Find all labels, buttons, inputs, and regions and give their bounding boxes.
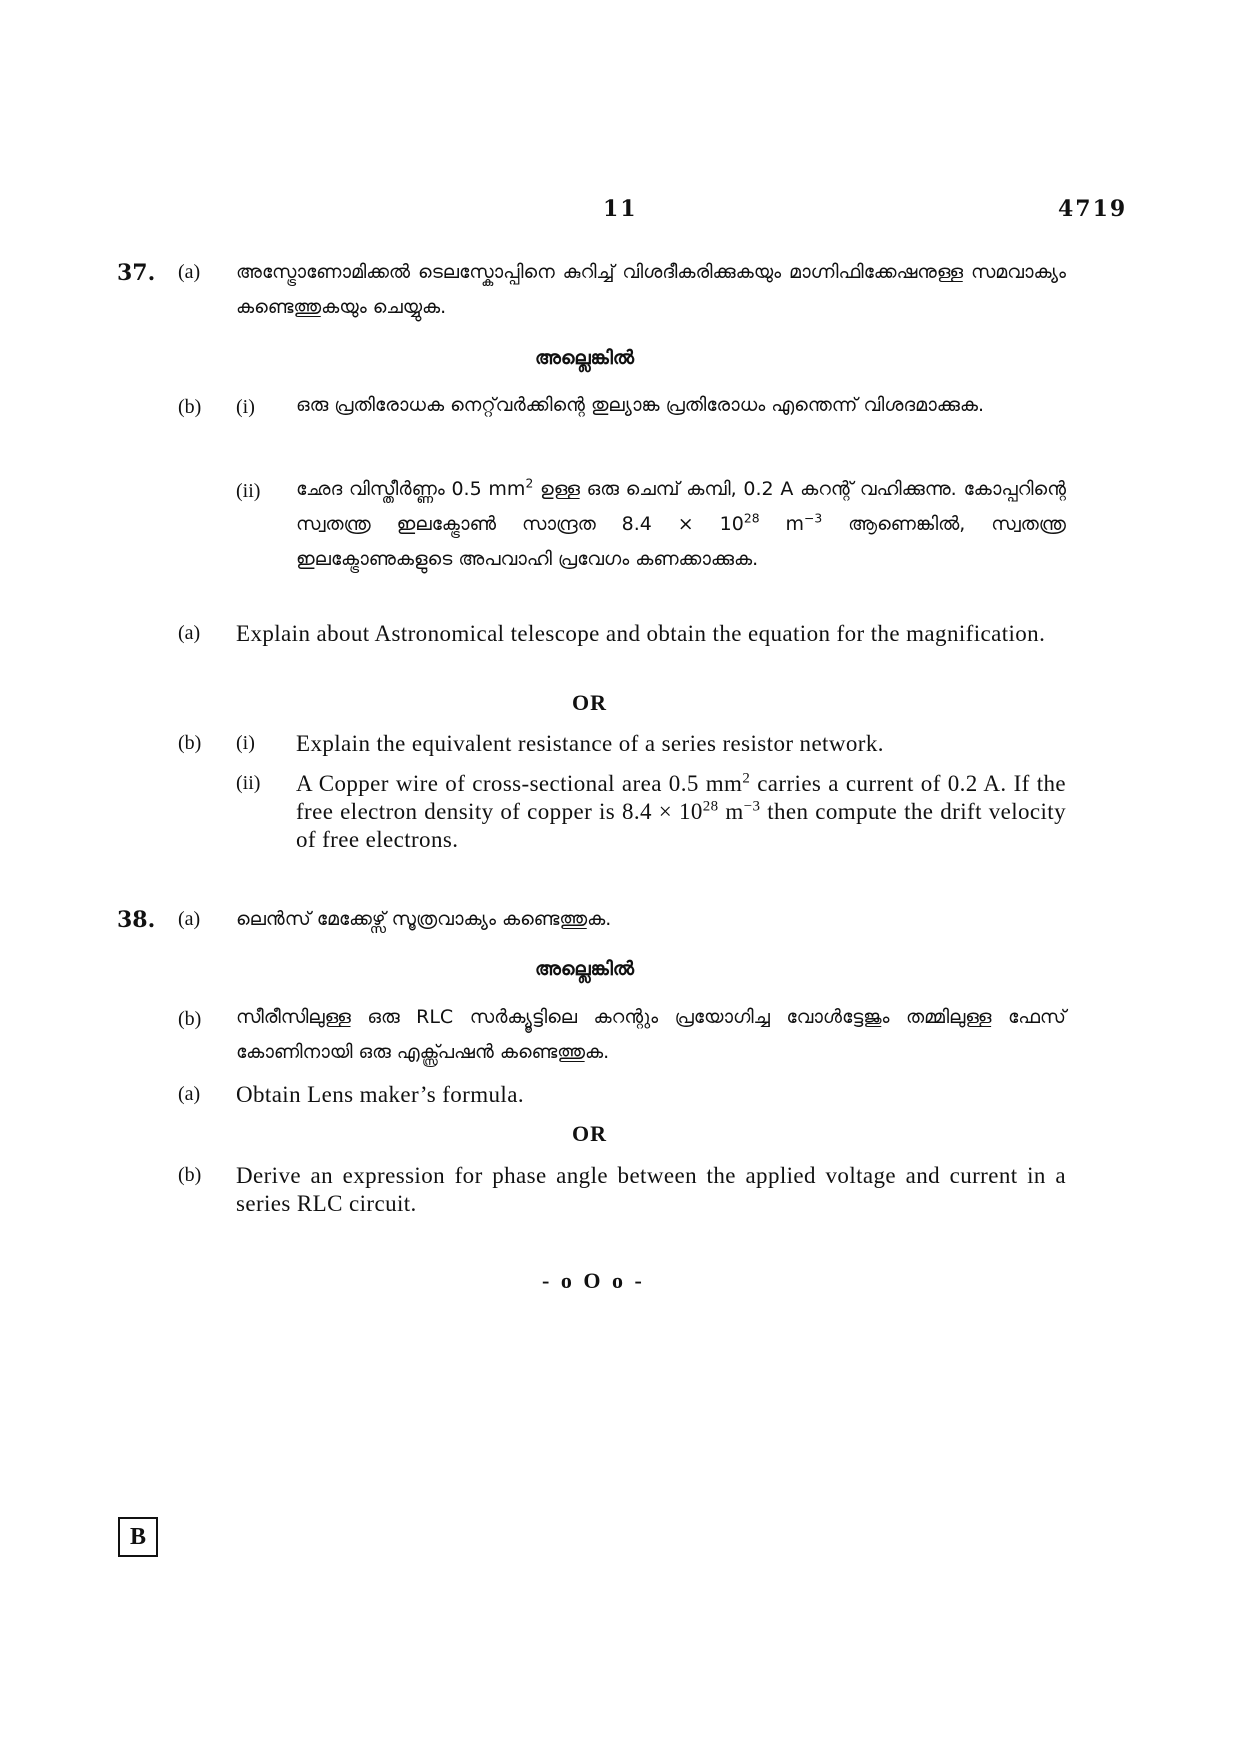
q38-en-b-text: Derive an expression for phase angle between the applied voltage and current in a series RLC circuit. (236, 1163, 1066, 1216)
q37-ml-or: അല്ലെങ്കിൽ (535, 347, 635, 369)
q37-en-b-label: (b) (178, 732, 202, 754)
q38-ml-b-label: (b) (178, 1008, 202, 1030)
q37-ml-b-ii-text (296, 472, 1066, 577)
q37-ml-b-ii-sup3: −3 (804, 511, 823, 526)
q37-en-b-ii-pre: A Copper wire of cross-sectional area 0.5 mm (296, 771, 743, 796)
question-37-number: 37. (117, 260, 156, 286)
page-number: 11 (603, 196, 638, 222)
q38-ml-a-text: ലെൻസ് മേക്കേഴ്സ് സൂത്രവാക്യം കണ്ടെത്തുക. (236, 908, 612, 930)
q38-en-a-label: (a) (178, 1083, 201, 1105)
question-38-number: 38. (117, 907, 156, 933)
q37-en-or: OR (572, 690, 607, 715)
q37-ml-a-label: (a) (178, 261, 201, 283)
q37-en-b-ii-sup1: 2 (742, 770, 751, 787)
q37-en-b-i-label: (i) (236, 732, 255, 754)
q37-en-a-label: (a) (178, 622, 201, 644)
set-code-box (118, 1517, 158, 1557)
q37-ml-b-ii-mid: ഉള്ള ഒരു ചെമ്പ് കമ്പി, 0.2 A കറന്റ് വഹിക്കുന്നു. കോപ്പറിന്റെ സ്വതന്ത്ര ഇലക്ട്രോൺ സാന്ദ്രത 8.4 × 10 (296, 478, 1067, 535)
q38-en-a-text: Obtain Lens maker’s formula. (236, 1082, 524, 1107)
q38-ml-or: അല്ലെങ്കിൽ (535, 958, 635, 980)
q37-en-b-ii-post: then compute the drift velocity of free electrons. (296, 799, 1066, 852)
q37-ml-b-ii-sup2: 28 (743, 511, 760, 526)
q37-en-b-ii-sup2: 28 (702, 798, 719, 815)
end-of-paper-mark: - o O o - (542, 1268, 645, 1293)
q37-en-a-text: Explain about Astronomical telescope and obtain the equation for the magnification. (236, 621, 1046, 646)
q37-en-b-ii-text (296, 770, 1066, 854)
q37-ml-b-ii-mid2: m (759, 513, 805, 535)
q37-ml-b-i-text: ഒരു പ്രതിരോധക നെറ്റ്‌വർക്കിന്റെ തുല്യാങ്ക പ്രതിരോധം എന്തെന്ന് വിശദമാക്കുക. (296, 394, 985, 416)
paper-code: 4719 (1058, 196, 1128, 222)
q37-ml-b-label: (b) (178, 396, 202, 418)
q37-ml-b-ii-post: ആണെങ്കിൽ, സ്വതന്ത്ര ഇലക്ട്രോണുകളുടെ അപവാഹി പ്രവേഗം കണക്കാക്കുക. (296, 513, 1066, 570)
q37-en-b-ii-mid: carries a current of 0.2 A. If the free electron density of copper is 8.4 × 10 (296, 771, 1066, 824)
q38-en-b-label: (b) (178, 1164, 202, 1186)
q37-ml-b-i-label: (i) (236, 396, 255, 418)
q37-ml-a-text: അസ്ട്രോണോമിക്കൽ ടെലസ്കോപ്പിനെ കുറിച്ച് വിശദീകരിക്കുകയും മാഗ്നിഫിക്കേഷനുള്ള സമവാക്യം കണ്ടെത്തുകയും ചെയ്യുക. (236, 261, 1066, 318)
q37-en-b-ii-sup3: −3 (743, 798, 761, 815)
q37-en-b-ii-label: (ii) (236, 772, 261, 794)
q37-en-b-i-text: Explain the equivalent resistance of a series resistor network. (296, 731, 884, 756)
q38-ml-b-text: സീരീസിലുള്ള ഒരു RLC സർക്യൂട്ടിലെ കറന്റും പ്രയോഗിച്ച വോൾട്ടേജും തമ്മിലുള്ള ഫേസ് കോണിനായി ഒരു എക്സ്പ്രഷൻ കണ്ടെത്തുക. (236, 1006, 1066, 1063)
q37-ml-b-ii-pre: ഛേദ വിസ്തീർണ്ണം 0.5 mm (296, 478, 526, 500)
q38-en-or: OR (572, 1121, 607, 1146)
q37-en-b-ii-mid2: m (718, 799, 744, 824)
q38-ml-a-label: (a) (178, 908, 201, 930)
q37-ml-b-ii-sup1: 2 (525, 476, 534, 491)
q37-ml-b-ii-label: (ii) (236, 480, 261, 502)
set-code-label: B (129, 1523, 146, 1550)
